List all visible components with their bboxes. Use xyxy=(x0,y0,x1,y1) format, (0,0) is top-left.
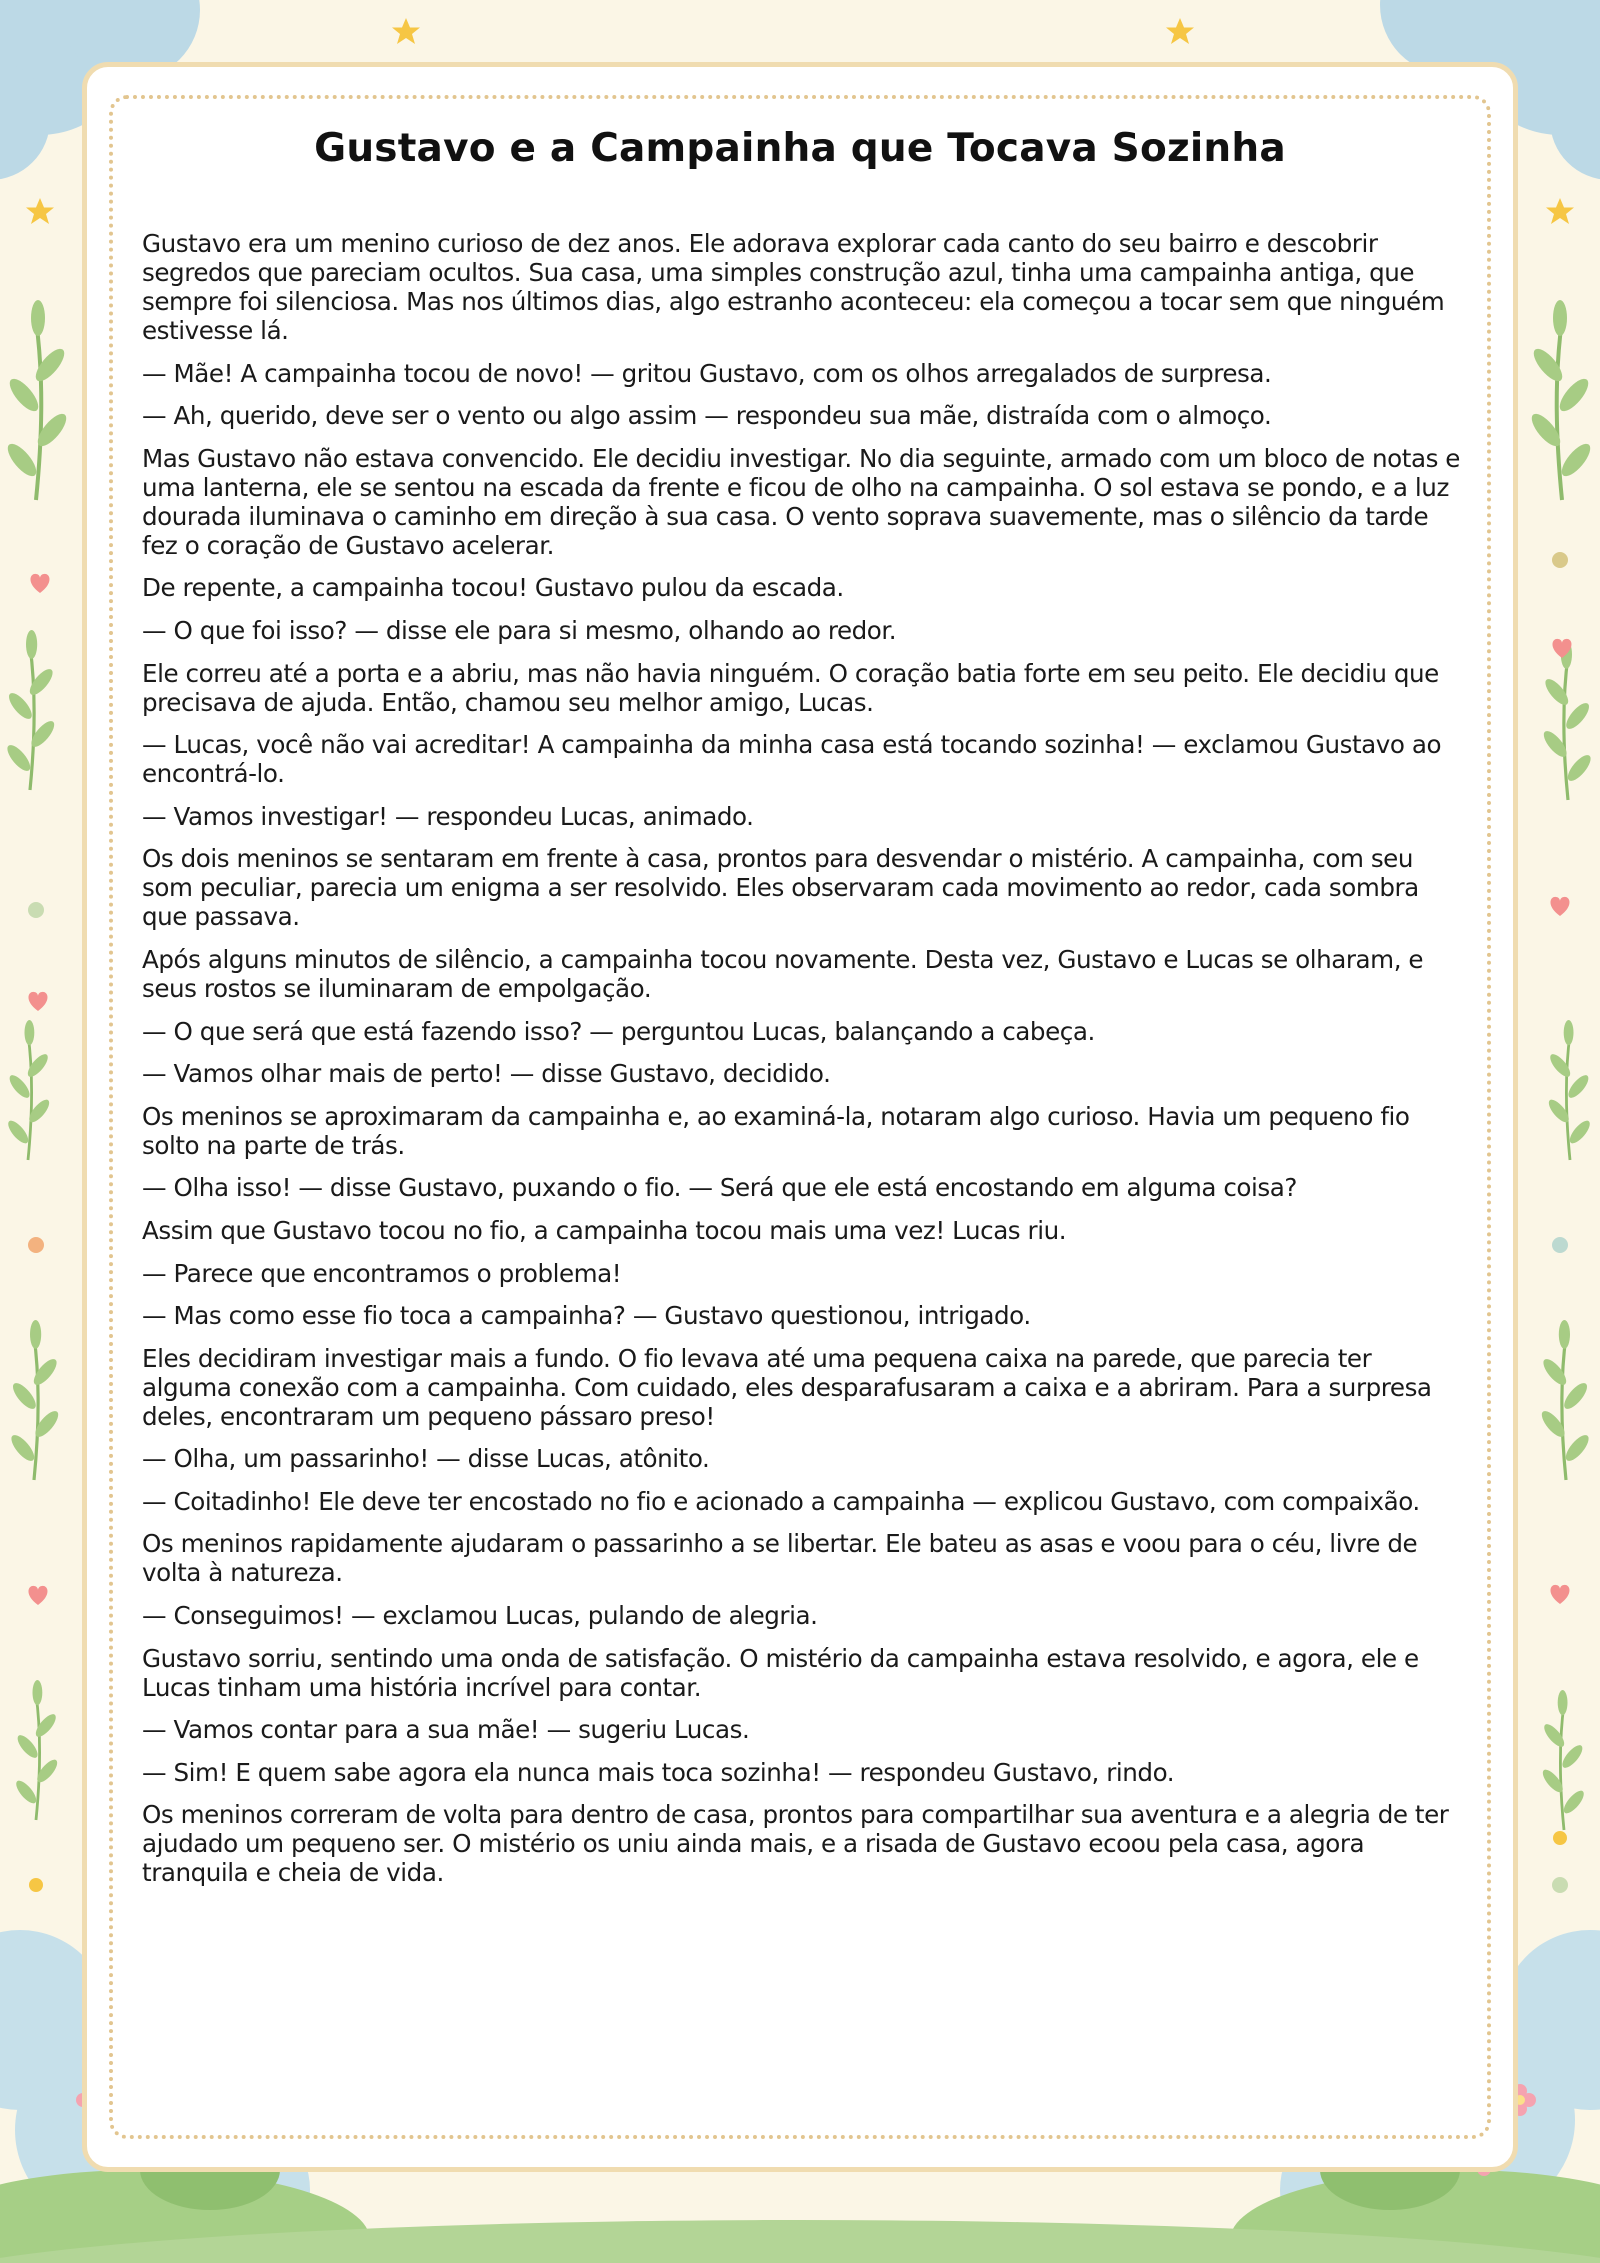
story-paragraph: Gustavo era um menino curioso de dez anos. Ele adorava explorar cada canto do seu bairro e descobrir segredos que pareciam ocultos. Sua casa, uma simples construção azul, tinha uma campainha antiga, que sempre foi silenciosa. Mas nos últimos dias, algo estranho aconteceu: ela começou a tocar sem que ninguém estivesse lá. xyxy=(142,229,1445,345)
story-paragraph: — Lucas, você não vai acreditar! A campainha da minha casa está tocando sozinha! — exclamou Gustavo ao encontrá-lo. xyxy=(142,730,1442,789)
story-paragraph: Os meninos se aproximaram da campainha e, ao examiná-la, notaram algo curioso. Havia um pequeno fio solto na parte de trás. xyxy=(142,1101,1410,1160)
page-title: Gustavo e a Campainha que Tocava Sozinha xyxy=(314,126,1286,171)
story-paragraph: Ele correu até a porta e a abriu, mas não havia ninguém. O coração batia forte em seu peito. Ele decidiu que precisava de ajuda. Então, chamou seu melhor amigo, Lucas. xyxy=(142,658,1439,717)
story-paragraph: — O que será que está fazendo isso? — perguntou Lucas, balançando a cabeça. xyxy=(142,1016,1095,1046)
story-paragraph: — Conseguimos! — exclamou Lucas, pulando de alegria. xyxy=(142,1601,818,1631)
story-paragraph: — Vamos olhar mais de perto! — disse Gustavo, decidido. xyxy=(142,1059,831,1089)
story-paragraph: Os meninos rapidamente ajudaram o passarinho a se libertar. Ele bateu as asas e voou para o céu, livre de volta à natureza. xyxy=(142,1529,1418,1588)
story-paragraph: — Parece que encontramos o problema! xyxy=(142,1258,622,1288)
story-paragraph: Após alguns minutos de silêncio, a campainha tocou novamente. Desta vez, Gustavo e Lucas se olharam, e seus rostos se iluminaram de empolgação. xyxy=(142,944,1424,1003)
story-paragraph: — Mas como esse fio toca a campainha? — Gustavo questionou, intrigado. xyxy=(142,1301,1031,1331)
story-paragraph: Gustavo sorriu, sentindo uma onda de satisfação. O mistério da campainha estava resolvido, e agora, ele e Lucas tinham uma história incrível para contar. xyxy=(142,1643,1419,1702)
story-paragraph: — Vamos investigar! — respondeu Lucas, animado. xyxy=(142,801,754,831)
story-paragraph: — Olha isso! — disse Gustavo, puxando o fio. — Será que ele está encostando em alguma coisa? xyxy=(142,1173,1297,1203)
story-paragraph: Os meninos correram de volta para dentro de casa, prontos para compartilhar sua aventura e a alegria de ter ajudado um pequeno ser. O mistério os uniu ainda mais, e a risada de Gustavo ecoou pela casa, agora tranquila e cheia de vida. xyxy=(142,1800,1449,1888)
story-paragraph: — Sim! E quem sabe agora ela nunca mais toca sozinha! — respondeu Gustavo, rindo. xyxy=(142,1757,1175,1787)
story-paragraph: — Coitadinho! Ele deve ter encostado no fio e acionado a campainha — explicou Gustavo, com compaixão. xyxy=(142,1486,1420,1516)
story-paragraph: Assim que Gustavo tocou no fio, a campainha tocou mais uma vez! Lucas riu. xyxy=(142,1215,1067,1245)
story-paragraph: — Ah, querido, deve ser o vento ou algo assim — respondeu sua mãe, distraída com o almoço. xyxy=(142,401,1272,431)
story-body xyxy=(142,229,1460,1901)
story-paragraph: Os dois meninos se sentaram em frente à casa, prontos para desvendar o mistério. A campainha, com seu som peculiar, parecia um enigma a ser resolvido. Eles observaram cada movimento ao redor, cada sombra que passava. xyxy=(142,844,1419,932)
story-paragraph: — Mãe! A campainha tocou de novo! — gritou Gustavo, com os olhos arregalados de surpresa. xyxy=(142,358,1272,388)
story-paragraph: Mas Gustavo não estava convencido. Ele decidiu investigar. No dia seguinte, armado com um bloco de notas e uma lanterna, ele se sentou na escada da frente e ficou de olho na campainha. O sol estava se pondo, e a luz dourada iluminava o caminho em direção à sua casa. O vento soprava suavemente, mas o silêncio da tarde fez o coração de Gustavo acelerar. xyxy=(142,443,1460,560)
story-paragraph: — Olha, um passarinho! — disse Lucas, atônito. xyxy=(142,1444,710,1474)
story-paragraph: — O que foi isso? — disse ele para si mesmo, olhando ao redor. xyxy=(142,615,897,645)
story-paragraph: De repente, a campainha tocou! Gustavo pulou da escada. xyxy=(142,573,844,603)
story-paragraph: — Vamos contar para a sua mãe! — sugeriu Lucas. xyxy=(142,1715,750,1745)
story-paragraph: Eles decidiram investigar mais a fundo. O fio levava até uma pequena caixa na parede, que parecia ter alguma conexão com a campainha. Com cuidado, eles desparafusaram a caixa e a abriram. Para a surpresa deles, encontraram um pequeno pássaro preso! xyxy=(142,1343,1432,1431)
